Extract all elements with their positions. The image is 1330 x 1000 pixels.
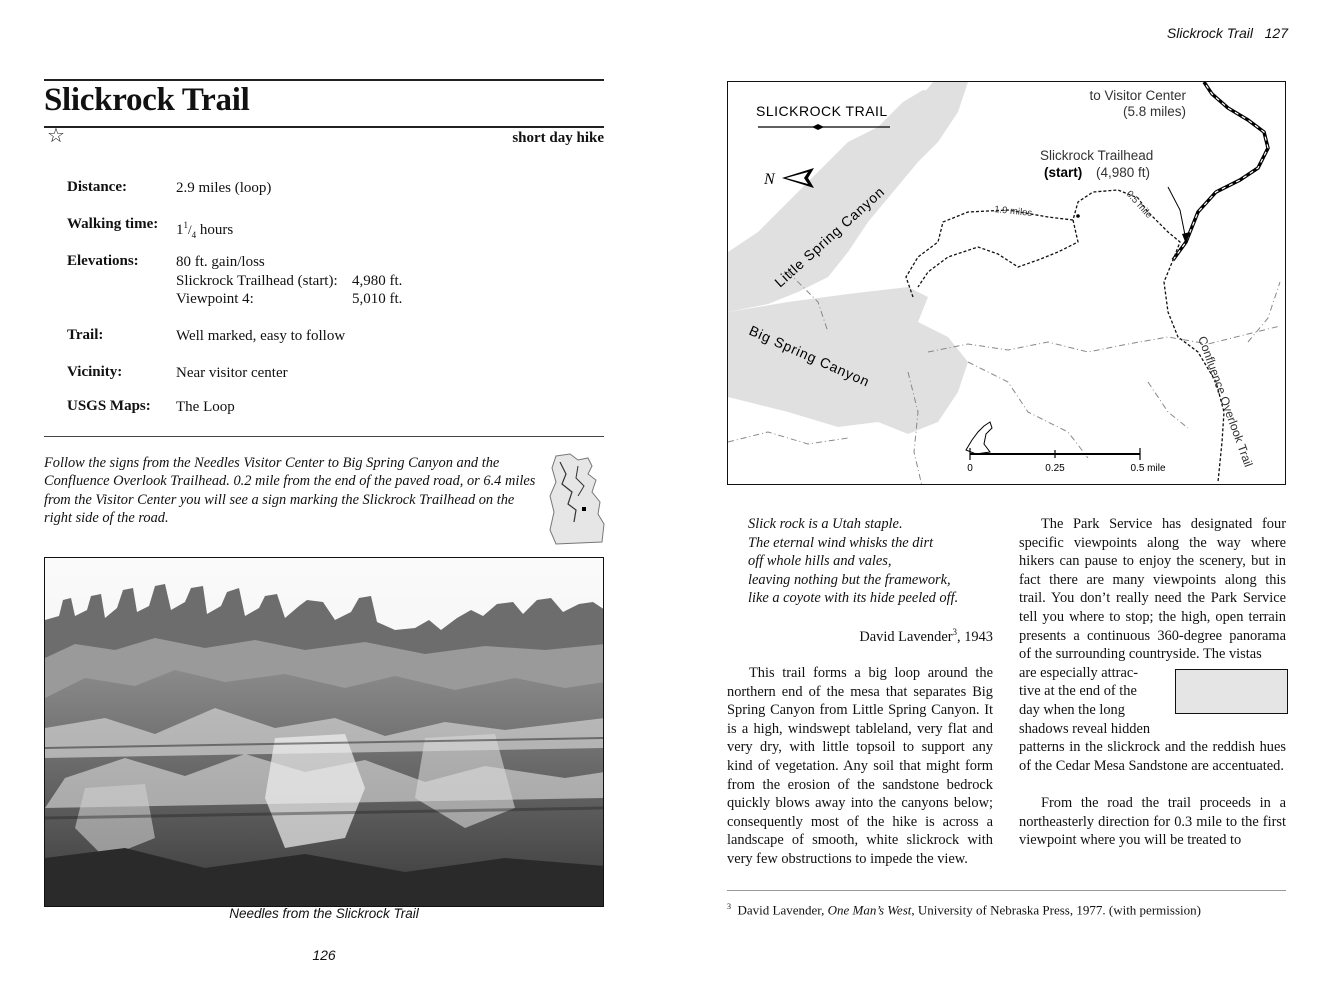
map-dist-1: 1.9 miles xyxy=(993,204,1033,219)
trail-value: Well marked, easy to follow xyxy=(176,328,346,344)
distance-value: 2.9 miles (loop) xyxy=(176,180,272,196)
map-title: SLICKROCK TRAIL xyxy=(756,103,888,119)
trail-map xyxy=(727,81,1286,485)
trail-label: Trail: xyxy=(67,327,104,343)
photo-caption: Needles from the Slickrock Trail xyxy=(229,906,419,921)
page-number-left: 126 xyxy=(312,947,336,963)
map-trailhead-start: (start) xyxy=(1044,165,1083,180)
title-bottom-rule xyxy=(44,126,604,128)
usgs-maps-label: USGS Maps: xyxy=(67,398,151,414)
footnote: $^3$ David Lavender, One Man’s West, University of Nebraska Press, 1977. (with permission) xyxy=(727,902,1201,918)
title-top-rule xyxy=(44,79,604,81)
hike-type: short day hike xyxy=(512,130,604,146)
body-column-1: This trail forms a big loop around the northern end of the mesa that separates Big Spring Canyon from Little Spring Canyon. It is a high, windswept tableland, very flat and very dry, with little topsoil to support any kind of vegetation. Any soil that might form from the erosion of the sandstone bedrock quickly blows away into the canyons below; consequently most of the hike is across a landscape of smooth, white slickrock with very few obstructions to impede the view. xyxy=(727,665,993,867)
map-trailhead: Slickrock Trailhead xyxy=(1040,148,1154,163)
elevations-value: 80 ft. gain/loss Slickrock Trailhead (start): 4,980 ft. Viewpoint 4: 5,010 ft. xyxy=(176,254,403,307)
usgs-maps-value: The Loop xyxy=(176,399,235,415)
star-rating-icon: ☆ xyxy=(47,125,65,147)
needles-photo xyxy=(44,557,604,907)
photo-placeholder xyxy=(1175,669,1288,714)
map-visitor-center-dist: (5.8 miles) xyxy=(1122,104,1186,119)
vicinity-value: Near visitor center xyxy=(176,365,288,381)
footnote-rule xyxy=(727,890,1286,891)
elevations-label: Elevations: xyxy=(67,253,139,269)
vicinity-label: Vicinity: xyxy=(67,364,123,380)
north-label: N xyxy=(764,171,775,188)
running-head: Slickrock Trail 127 xyxy=(1166,25,1288,41)
map-big-spring: Big Spring Canyon xyxy=(746,322,873,390)
map-little-spring: Little Spring Canyon xyxy=(771,183,888,291)
distance-label: Distance: xyxy=(67,179,127,195)
poem: Slick rock is a Utah staple. The eternal wind whisks the dirt off whole hills and vales, leaving nothing but the framework, like a coyote with its hide peeled off. xyxy=(748,516,959,607)
scale-1: 0.25 xyxy=(1045,463,1065,474)
trail-directions: Follow the signs from the Needles Visitor Center to Big Spring Canyon and the Confluence Overlook Trailhead. 0.2 mile from the end of the paved road, or 6.4 miles from the Visitor Center you will see a sign marking the Slickrock Trailhead on the right side of the road. xyxy=(44,455,536,527)
map-trailhead-elev: (4,980 ft) xyxy=(1096,165,1151,180)
body-column-2: The Park Service has designated four specific viewpoints along the way where hikers can pause to enjoy the scenery, but in fact there are many viewpoints along this trail. You don’t really need the Park Service tell you where to stop; the high, open terrain presents a continuous 360-degree panorama of the surrounding countryside. The vistas are especially attrac- tive at the end of the day when the long shadows reveal hidden patterns in the slickrock and the reddish hues of the Cedar Mesa Sandstone are accentuated. From the road the trail proceeds in a northeasterly direction for 0.3 mile to the first viewpoint where you will be treated to xyxy=(1019,516,1286,849)
info-bottom-rule xyxy=(44,436,604,437)
page-title: Slickrock Trail xyxy=(44,82,250,118)
map-confluence: Confluence Overlook Trail xyxy=(1195,334,1256,469)
walking-time-value: $1^1/_4$ hours xyxy=(176,220,234,240)
scale-0: 0 xyxy=(967,463,973,474)
walking-time-label: Walking time: xyxy=(67,216,159,232)
locator-map-icon xyxy=(548,452,606,546)
map-dist-2: 0.5 mile xyxy=(1123,188,1155,221)
scale-2: 0.5 mile xyxy=(1130,463,1166,474)
map-visitor-center: to Visitor Center xyxy=(1089,88,1186,103)
poem-attribution: David Lavender$^3$, 1943 xyxy=(859,627,993,645)
